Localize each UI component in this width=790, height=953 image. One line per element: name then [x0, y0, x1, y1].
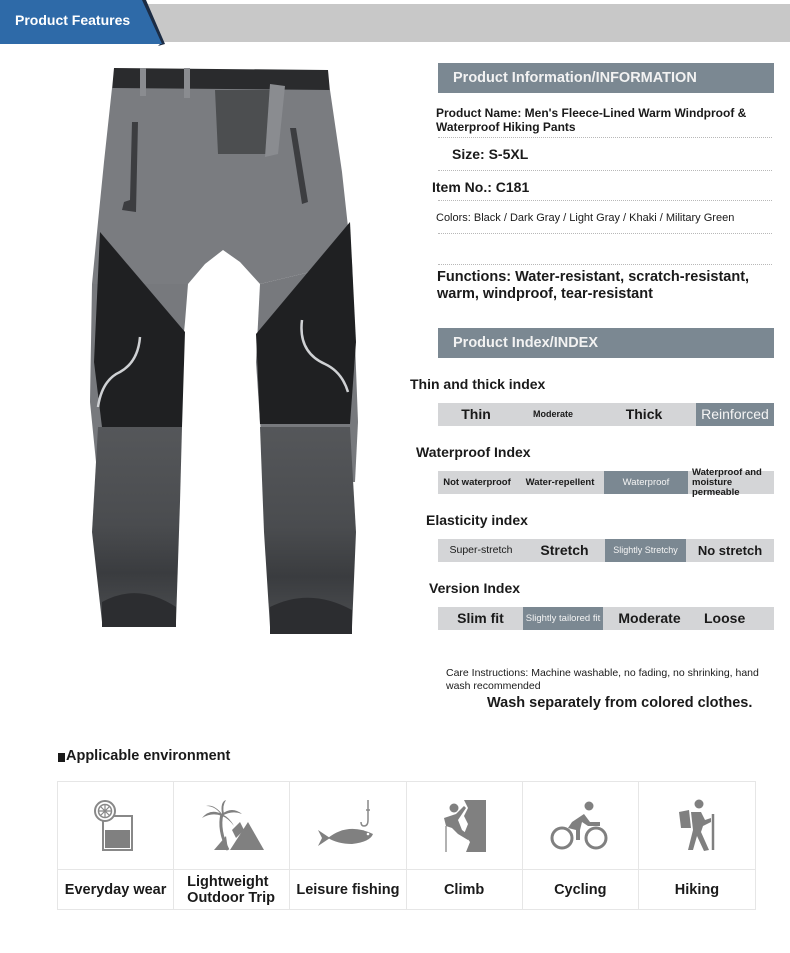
environment-item-hiking [639, 782, 755, 909]
info-header: Product Information/INFORMATION [438, 63, 774, 93]
drink-glass-icon [58, 782, 173, 870]
elasticity-option-none: No stretch [697, 542, 763, 558]
palm-mountain-icon [174, 782, 289, 870]
environment-grid [57, 781, 756, 910]
environment-item-outdoor-trip [174, 782, 290, 909]
thickness-option-reinforced: Reinforced [696, 403, 774, 426]
thickness-index-label: Thin and thick index [410, 376, 546, 392]
waterproof-option-breathable: Waterproof and moisture permeable [692, 467, 762, 498]
environment-label: Hiking [674, 881, 720, 898]
divider [438, 233, 772, 234]
environment-item-cycling [523, 782, 639, 909]
thickness-index-bar [438, 403, 774, 426]
elasticity-option-stretch: Stretch [540, 542, 589, 559]
divider [438, 137, 772, 138]
divider [438, 200, 772, 201]
section-banner [0, 0, 790, 46]
pants-illustration [80, 62, 370, 637]
product-colors: Colors: Black / Dark Gray / Light Gray / Khaki / Military Green [436, 212, 735, 224]
elasticity-index-label: Elasticity index [426, 512, 528, 528]
version-index-bar [438, 607, 774, 630]
cycling-icon [523, 782, 638, 870]
environment-title [58, 748, 230, 764]
environment-item-fishing [290, 782, 406, 909]
environment-label: Climb [443, 881, 485, 898]
divider [438, 170, 772, 171]
item-number: Item No.: C181 [432, 179, 530, 195]
care-instructions: Care Instructions: Machine washable, no fading, no shrinking, hand wash recommended [446, 667, 759, 692]
elasticity-option-super: Super-stretch [449, 543, 513, 556]
banner-title: Product Features [15, 12, 131, 28]
product-image [80, 62, 370, 637]
product-functions: Functions: Water-resistant, scratch-resistant, warm, windproof, tear-resistant [437, 269, 750, 302]
waterproof-index-label: Waterproof Index [416, 444, 531, 460]
elasticity-index-bar [438, 539, 774, 562]
version-option-moderate: Moderate [618, 610, 681, 627]
version-option-tailored: Slightly tailored fit [523, 607, 603, 630]
version-index-label: Version Index [429, 580, 521, 596]
version-option-loose: Loose [704, 610, 746, 627]
thickness-option-thick: Thick [625, 406, 663, 423]
index-header: Product Index/INDEX [438, 328, 774, 358]
version-option-slim: Slim fit [457, 610, 504, 627]
bullet-icon [58, 753, 65, 762]
wash-note: Wash separately from colored clothes. [487, 695, 753, 711]
environment-item-climb [407, 782, 523, 909]
product-name: Product Name: Men's Fleece-Lined Warm Windproof & Waterproof Hiking Pants [436, 106, 747, 134]
climbing-icon [407, 782, 522, 870]
environment-label: Everyday wear [64, 881, 167, 898]
product-size: Size: S-5XL [452, 146, 529, 162]
banner-gray-strip [140, 4, 790, 42]
thickness-option-thin: Thin [461, 406, 491, 423]
environment-label: Leisure fishing [296, 881, 400, 898]
environment-item-everyday [58, 782, 174, 909]
elasticity-option-slight: Slightly Stretchy [605, 539, 686, 562]
waterproof-option-repellent: Water-repellent [525, 476, 595, 488]
divider [438, 264, 772, 265]
waterproof-index-bar [438, 467, 774, 498]
environment-title-text: Applicable environment [66, 748, 231, 764]
hiking-icon [639, 782, 755, 870]
waterproof-option-waterproof: Waterproof [604, 471, 688, 494]
thickness-option-moderate: Moderate [532, 408, 573, 419]
environment-label: Lightweight Outdoor Trip [187, 873, 275, 906]
environment-label: Cycling [554, 881, 607, 898]
waterproof-option-none: Not waterproof [443, 476, 511, 488]
fish-hook-icon [290, 782, 405, 870]
